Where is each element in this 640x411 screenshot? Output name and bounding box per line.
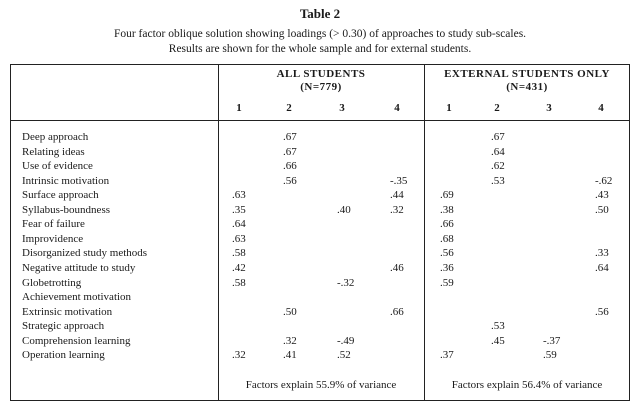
all-loading-factor-1: .63 [232, 189, 246, 202]
header-rule [10, 120, 630, 121]
table-caption [0, 27, 640, 57]
row-label: Deep approach [22, 131, 89, 143]
table-row [0, 159, 640, 173]
all-loading-factor-4: .46 [390, 261, 404, 274]
ext-loading-factor-2: .67 [491, 131, 505, 143]
all-factor-2: 2 [286, 102, 292, 114]
external-students-title: EXTERNAL STUDENTS ONLY [444, 68, 610, 80]
ext-loading-factor-4: .64 [595, 261, 609, 274]
all-loading-factor-2: .56 [283, 174, 297, 187]
caption-line-1: Four factor oblique solution showing loadings (> 0.30) of approaches to study sub-scales. [113, 28, 527, 40]
row-label: Surface approach [22, 189, 99, 202]
ext-loading-factor-2: .53 [491, 320, 505, 333]
row-label: Extrinsic motivation [22, 305, 113, 318]
row-label: Syllabus-boundness [22, 203, 110, 216]
ext-factor-3: 3 [546, 102, 552, 114]
ext-loading-factor-3: .59 [543, 349, 557, 362]
row-label: Operation learning [22, 349, 105, 362]
all-factor-1: 1 [236, 102, 242, 114]
ext-loading-factor-2: .45 [491, 334, 505, 347]
table-row [0, 246, 640, 260]
row-label: Improvidence [22, 232, 84, 245]
caption-line-2: Results are shown for the whole sample and for external students. [168, 43, 472, 55]
all-students-variance: Factors explain 55.9% of variance [245, 379, 397, 391]
all-loading-factor-2: .66 [283, 160, 297, 173]
ext-loading-factor-4: .50 [595, 203, 609, 216]
ext-factor-4: 4 [598, 102, 604, 114]
table-row [0, 130, 640, 144]
table-row [0, 348, 640, 362]
table-row [0, 217, 640, 231]
ext-loading-factor-4: -.62 [595, 174, 613, 187]
ext-loading-factor-4: .56 [595, 305, 609, 318]
all-loading-factor-4: -.35 [390, 174, 408, 187]
external-students-n: (N=431) [506, 81, 548, 93]
ext-loading-factor-1: .56 [440, 247, 454, 260]
table-row [0, 174, 640, 188]
all-loading-factor-4: .66 [390, 305, 404, 318]
all-loading-factor-3: -.32 [337, 276, 355, 289]
ext-loading-factor-2: .62 [491, 160, 505, 173]
all-loading-factor-3: -.49 [337, 334, 355, 347]
all-loading-factor-2: .32 [283, 334, 297, 347]
all-loading-factor-1: .32 [232, 349, 246, 362]
ext-loading-factor-1: .59 [440, 276, 454, 289]
external-students-heading [424, 68, 630, 94]
table-title: Table 2 [299, 6, 341, 21]
all-factor-3: 3 [339, 102, 345, 114]
external-students-variance: Factors explain 56.4% of variance [451, 379, 603, 391]
all-students-heading [218, 68, 424, 94]
ext-loading-factor-1: .68 [440, 232, 454, 245]
ext-loading-factor-1: .37 [440, 349, 454, 362]
all-factor-4: 4 [394, 102, 400, 114]
table-row [0, 319, 640, 333]
table-row [0, 145, 640, 159]
all-loading-factor-2: .67 [283, 145, 297, 158]
ext-loading-factor-2: .64 [491, 145, 505, 158]
table-row [0, 203, 640, 217]
table-row [0, 334, 640, 348]
row-label: Strategic approach [22, 320, 105, 333]
all-loading-factor-1: .58 [232, 276, 246, 289]
row-label: Negative attitude to study [22, 261, 136, 274]
table-row [0, 276, 640, 290]
row-label: Use of evidence [22, 160, 93, 173]
ext-loading-factor-1: .69 [440, 189, 454, 202]
ext-loading-factor-1: .66 [440, 218, 454, 231]
ext-loading-factor-3: -.37 [543, 334, 561, 347]
table-row [0, 305, 640, 319]
all-loading-factor-2: .50 [283, 305, 297, 318]
row-label: Relating ideas [22, 145, 85, 158]
ext-loading-factor-1: .36 [440, 261, 454, 274]
all-loading-factor-4: .44 [390, 189, 404, 202]
all-students-title: ALL STUDENTS [276, 68, 366, 80]
row-label: Comprehension learning [22, 334, 131, 347]
all-students-n: (N=779) [300, 81, 342, 93]
ext-loading-factor-1: .38 [440, 203, 454, 216]
ext-factor-2: 2 [494, 102, 500, 114]
row-label: Globetrotting [22, 276, 82, 289]
row-label: Achievement motivation [22, 291, 132, 304]
row-label: Fear of failure [22, 218, 85, 231]
all-loading-factor-1: .64 [232, 218, 246, 231]
row-label: Intrinsic motivation [22, 174, 110, 187]
table-row [0, 261, 640, 275]
all-loading-factor-4: .32 [390, 203, 404, 216]
table-row [0, 290, 640, 304]
all-loading-factor-3: .52 [337, 349, 351, 362]
ext-loading-factor-2: .53 [491, 174, 505, 187]
all-loading-factor-1: .63 [232, 232, 246, 245]
table-row [0, 188, 640, 202]
all-loading-factor-2: .41 [283, 349, 297, 362]
ext-factor-1: 1 [446, 102, 452, 114]
all-loading-factor-3: .40 [337, 203, 351, 216]
all-loading-factor-1: .58 [232, 247, 246, 260]
all-loading-factor-2: .67 [283, 131, 297, 143]
ext-loading-factor-4: .33 [595, 247, 609, 260]
row-label: Disorganized study methods [22, 247, 148, 260]
table-row [0, 232, 640, 246]
ext-loading-factor-4: .43 [595, 189, 609, 202]
all-loading-factor-1: .35 [232, 203, 246, 216]
all-loading-factor-1: .42 [232, 261, 246, 274]
